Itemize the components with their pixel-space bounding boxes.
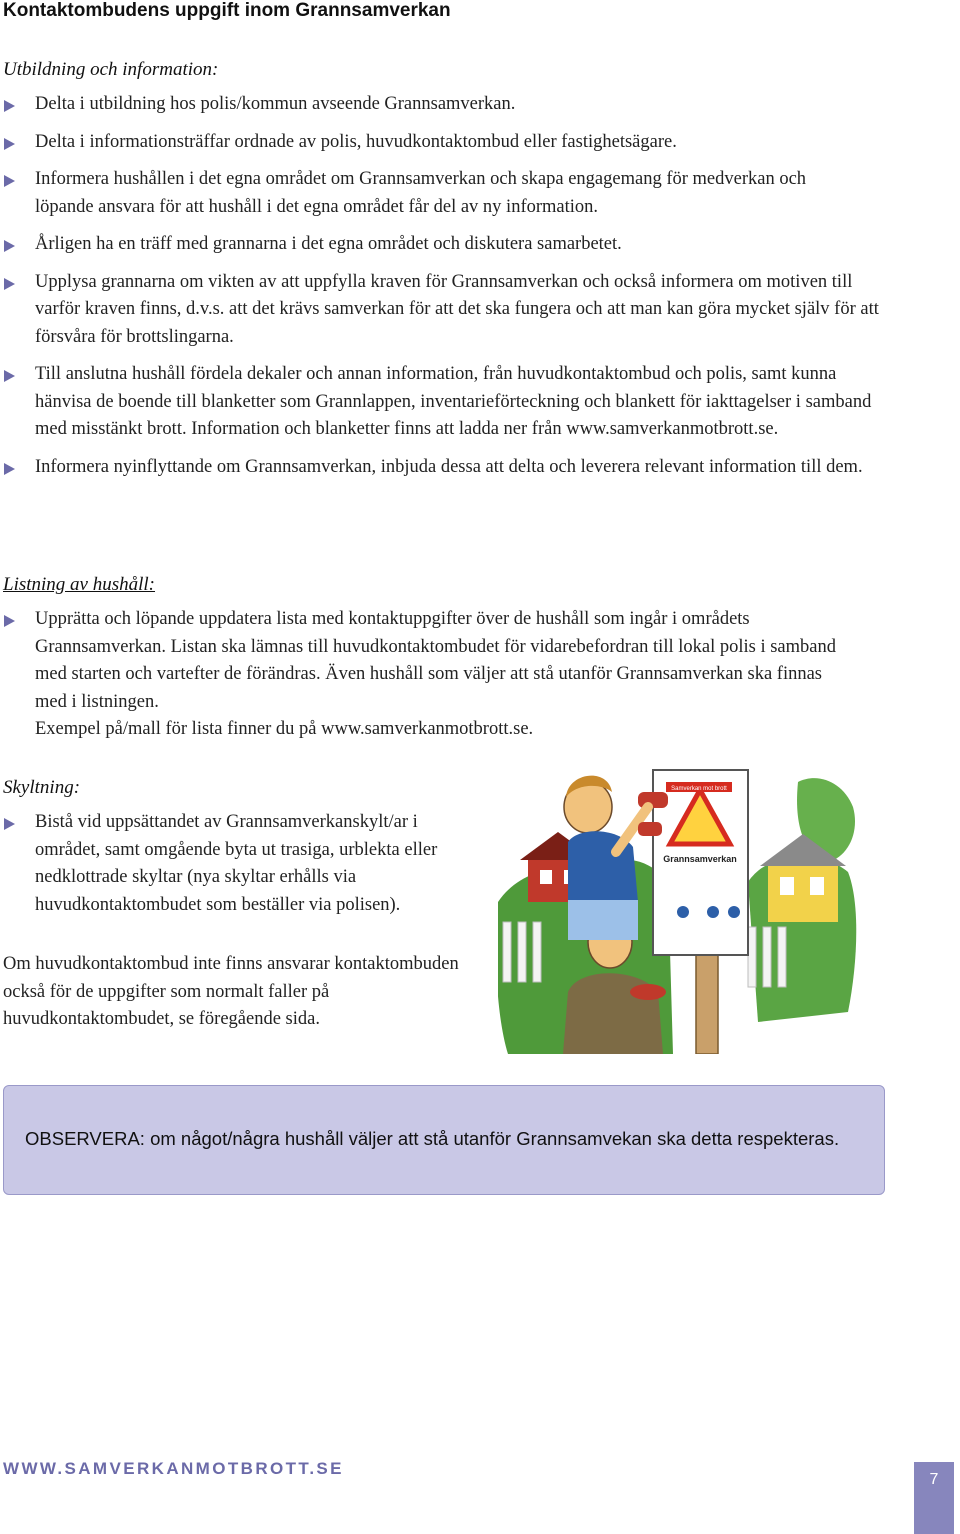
skyltning-paragraph: Om huvudkontaktombud inte finns ansvarar kontaktombuden också för de uppgifter som normalt faller på huvudkontaktombudet, se föregående sida.: [3, 954, 459, 1029]
page-number: 7: [929, 1471, 939, 1488]
section-heading-listning: Listning av hushåll:: [3, 574, 156, 595]
bullet-icon: [4, 278, 15, 290]
bullet-icon: [4, 818, 15, 830]
sign-title-text: Grannsamverkan: [663, 854, 737, 864]
bullet-icon: [4, 370, 15, 382]
section-heading-utbildning: Utbildning och information:: [3, 59, 219, 80]
bullet-icon: [4, 175, 15, 187]
bullet-icon: [4, 138, 15, 150]
section-heading-skyltning: Skyltning:: [3, 777, 81, 798]
skyltning-list: [0, 809, 460, 929]
page-title: Kontaktombudens uppgift inom Grannsamverkan: [3, 0, 451, 21]
list-item: Informera nyinflyttande om Grannsamverkan, inbjuda dessa att delta och leverera relevant information till dem.: [0, 454, 895, 482]
listning-list: [0, 606, 900, 754]
list-item: Informera hushållen i det egna området om Grannsamverkan och skapa engagemang för medverkan och löpande ansvara för att hushåll i det egna området får del av ny information.: [0, 166, 865, 221]
grannsamverkan-sign-illustration: [498, 762, 858, 1054]
bullet-icon: [4, 240, 15, 252]
page-number-box: [914, 1462, 954, 1534]
sign-banner-text: Samverkan mot brott: [671, 786, 727, 792]
list-item: Delta i informationsträffar ordnade av polis, huvudkontaktombud eller fastighetsägare.: [0, 129, 900, 157]
bullet-icon: [4, 100, 15, 112]
list-item: Upprätta och löpande uppdatera lista med kontaktuppgifter över de hushåll som ingår i områdets Grannsamverkan. Listan ska lämnas till huvudkontaktombudet för vidarebefordran till lokal polis i samband med starten och vartefter de förändras. Även hushåll som väljer att stå utanför Grannsamverkan ska finnas med i listningen.: [0, 606, 845, 716]
bullet-icon: [4, 615, 15, 627]
bullet-icon: [4, 463, 15, 475]
list-item: Delta i utbildning hos polis/kommun avseende Grannsamverkan.: [0, 91, 900, 119]
footer-url[interactable]: WWW.SAMVERKANMOTBROTT.SE: [3, 1459, 344, 1478]
observe-notice: [3, 1085, 885, 1195]
list-item-note: Exempel på/mall för lista finner du på www.samverkanmotbrott.se.: [35, 719, 534, 739]
observe-text: OBSERVERA: om något/några hushåll väljer att stå utanför Grannsamvekan ska detta respekteras.: [25, 1128, 840, 1149]
list-item: Bistå vid uppsättandet av Grannsamverkanskylt/ar i området, samt omgående byta ut trasiga, urblekta eller nedklottrade skyltar (nya skyltar erhålls via huvudkontaktombudet som beställer via polisen).: [0, 809, 460, 919]
utbildning-list: [0, 91, 900, 491]
list-item: Upplysa grannarna om vikten av att uppfylla kraven för Grannsamverkan och också informera om motiven till varför kraven finns, d.v.s. att det krävs samverkan för att det ska fungera och att man kan göra mycket själv för att försvåra för brottslingarna.: [0, 269, 880, 352]
list-item: Årligen ha en träff med grannarna i det egna området och diskutera samarbetet.: [0, 231, 900, 259]
list-item: Till anslutna hushåll fördela dekaler och annan information, från huvudkontaktombud och polis, samt kunna hänvisa de boende till blanketter som Grannlappen, inventarieförteckning och blankett för iakttagelser i samband med misstänkt brott. Information och blanketter finns att ladda ner från www.samverkanmotbrott.se.: [0, 361, 895, 444]
